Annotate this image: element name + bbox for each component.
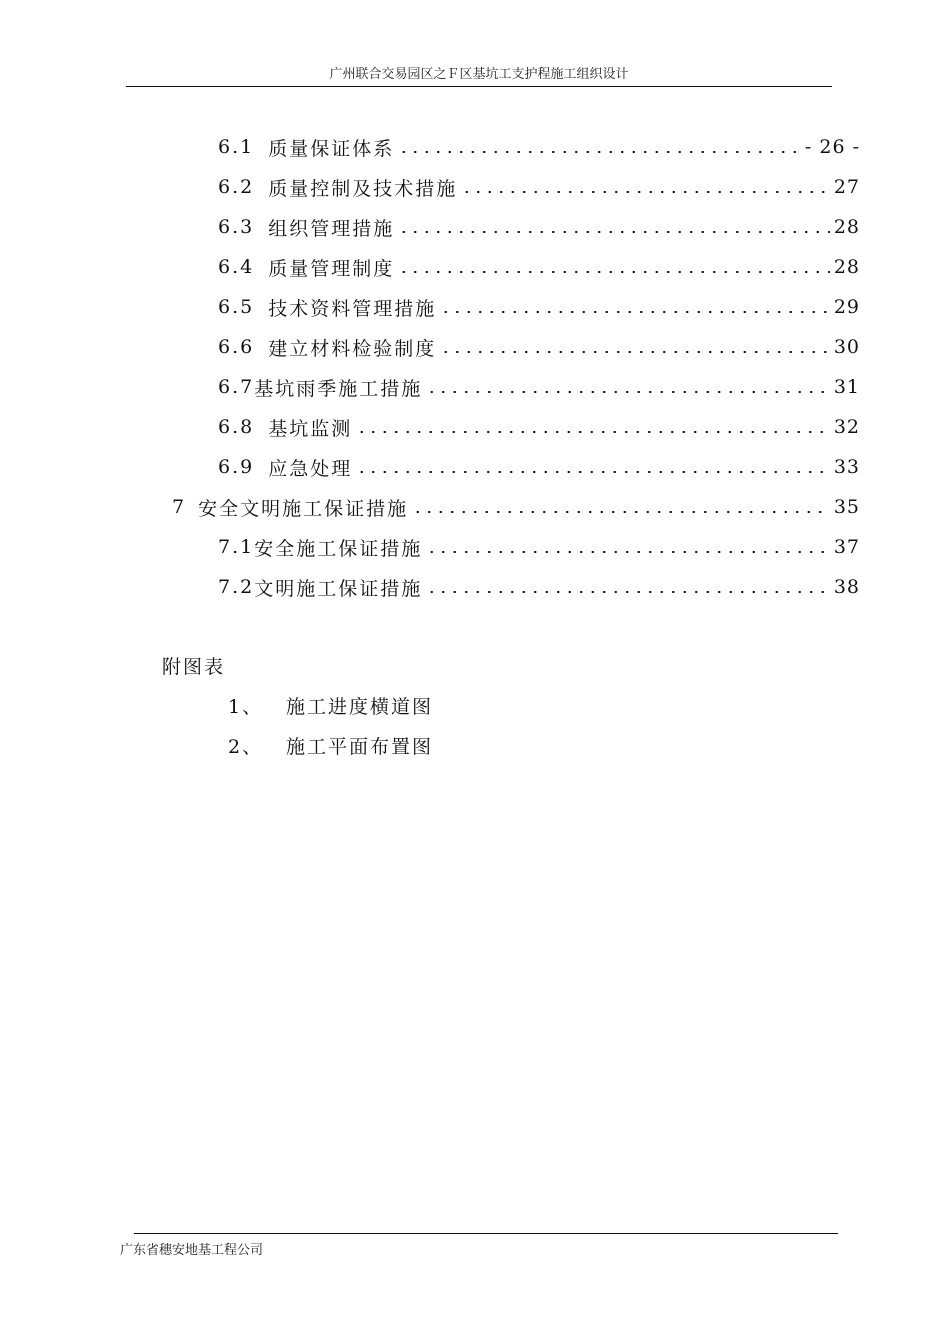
toc-entry-number: 7: [172, 496, 187, 518]
toc-entry-page: 35: [833, 496, 860, 518]
toc-entry-page: 29: [833, 296, 860, 318]
toc-entry-title: 安全文明施工保证措施: [198, 497, 409, 520]
toc-entry-number: 6.5: [218, 296, 255, 318]
toc-entry-title: 基坑雨季施工措施: [254, 377, 423, 400]
toc-entry-title: 质量控制及技术措施: [268, 177, 458, 200]
appendix-item-label: 施工进度横道图: [286, 696, 434, 718]
toc-entry-number: 6.6: [218, 336, 255, 358]
toc-entry-title: 质量保证体系: [268, 137, 395, 160]
toc-entry-6-7[interactable]: [218, 372, 860, 402]
toc-entry-number: 6.7: [218, 376, 255, 398]
toc-dot-leader: [426, 591, 830, 593]
toc-entry-page: 33: [833, 456, 860, 478]
toc-entry-7-1[interactable]: [218, 532, 860, 562]
toc-dot-leader: [426, 551, 830, 553]
toc-entry-number: 6.3: [218, 216, 255, 238]
toc-entry-page: 28: [833, 216, 860, 238]
toc-entry-6-5[interactable]: [218, 292, 860, 322]
toc-entry-title: 基坑监测: [268, 417, 353, 440]
toc-entry-title: 文明施工保证措施: [254, 577, 423, 600]
toc-dot-leader: [426, 391, 830, 393]
toc-entry-title: 应急处理: [268, 457, 353, 480]
toc-entry-6-3[interactable]: [218, 212, 860, 242]
toc-entry-6-2[interactable]: [218, 172, 860, 202]
toc-entry-page: 27: [833, 176, 860, 198]
footer-divider: [134, 1233, 838, 1234]
appendix-item-layout[interactable]: [228, 732, 433, 759]
appendix-item-label: 施工平面布置图: [286, 736, 434, 758]
toc-dot-leader: [356, 471, 830, 473]
toc-dot-leader: [356, 431, 830, 433]
page-header-title: 广州联合交易园区之Ｆ区基坑工支护程施工组织设计: [329, 67, 629, 82]
header-divider: [126, 86, 832, 87]
toc-entry-page: - 26 -: [804, 136, 860, 158]
toc-entry-number: 6.2: [218, 176, 255, 198]
toc-entry-number: 7.2: [218, 576, 255, 598]
toc-entry-page: 37: [833, 536, 860, 558]
toc-entry-6-9[interactable]: [218, 452, 860, 482]
toc-dot-leader: [412, 511, 830, 513]
toc-entry-number: 6.1: [218, 136, 255, 158]
toc-dot-leader: [398, 271, 830, 273]
toc-entry-page: 38: [833, 576, 860, 598]
toc-dot-leader: [440, 311, 830, 313]
toc-entry-number: 6.8: [218, 416, 255, 438]
appendix-item-index: 2、: [228, 736, 264, 758]
toc-dot-leader: [398, 231, 830, 233]
toc-entry-6-6[interactable]: [218, 332, 860, 362]
footer-company-name: 广东省穗安地基工程公司: [120, 1243, 264, 1258]
toc-entry-6-8[interactable]: [218, 412, 860, 442]
toc-entry-page: 30: [833, 336, 860, 358]
toc-dot-leader: [461, 191, 830, 193]
toc-entry-page: 28: [833, 256, 860, 278]
toc-entry-page: 31: [833, 376, 860, 398]
toc-entry-page: 32: [833, 416, 860, 438]
toc-entry-6-1[interactable]: [218, 132, 860, 162]
toc-entry-title: 安全施工保证措施: [254, 537, 423, 560]
appendix-heading: 附图表: [162, 656, 226, 678]
toc-entry-title: 建立材料检验制度: [268, 337, 437, 360]
toc-entry-title: 技术资料管理措施: [268, 297, 437, 320]
toc-entry-7[interactable]: [172, 492, 860, 522]
toc-entry-number: 6.4: [218, 256, 255, 278]
toc-entry-title: 组织管理措施: [268, 217, 395, 240]
appendix-item-index: 1、: [228, 696, 264, 718]
toc-entry-number: 6.9: [218, 456, 255, 478]
toc-entry-number: 7.1: [218, 536, 255, 558]
appendix-item-schedule[interactable]: [228, 692, 433, 719]
toc-entry-title: 质量管理制度: [268, 257, 395, 280]
toc-entry-6-4[interactable]: [218, 252, 860, 282]
toc-entry-7-2[interactable]: [218, 572, 860, 602]
toc-dot-leader: [398, 151, 801, 153]
toc-dot-leader: [440, 351, 830, 353]
